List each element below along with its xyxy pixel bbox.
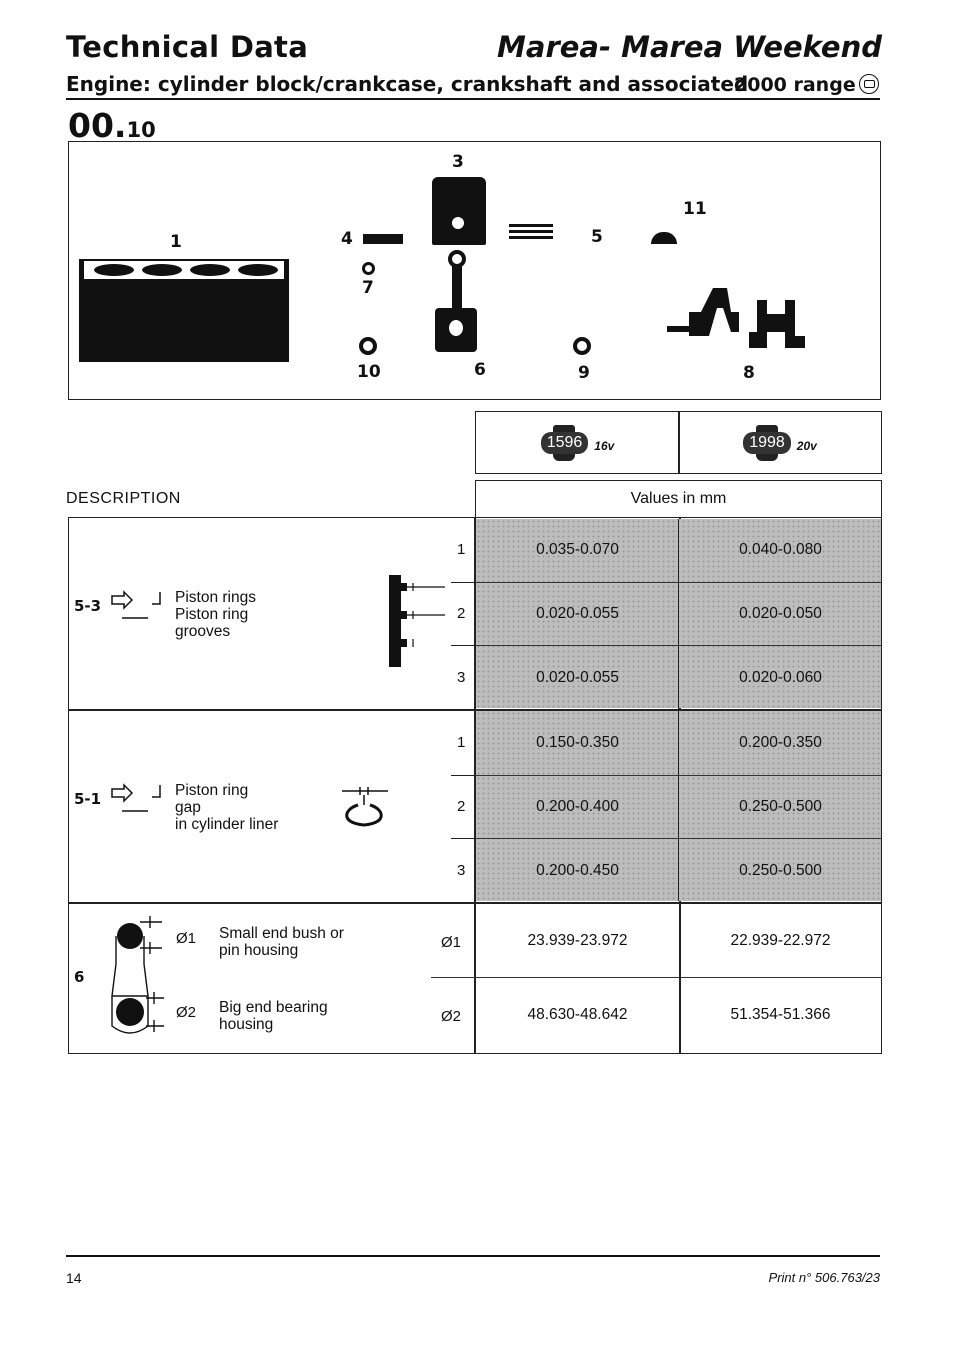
small-end-bush-icon	[362, 262, 375, 275]
ring-gap-icon	[340, 785, 390, 830]
label-5: 5	[591, 227, 603, 247]
valve-label: 16v	[594, 438, 615, 453]
value-cell: 0.020-0.055	[536, 605, 619, 622]
ring-groove-icon	[389, 575, 429, 667]
value-cell: 0.200-0.350	[739, 734, 822, 751]
description-header: DESCRIPTION	[66, 490, 181, 507]
value-cell: 0.020-0.060	[739, 669, 822, 686]
page-number: 14	[66, 1270, 82, 1286]
header-rule	[66, 98, 880, 100]
group-description: Big end bearing housing	[219, 999, 328, 1033]
engine-1596-header	[475, 411, 680, 474]
group-description: Small end bush or pin housing	[219, 925, 344, 959]
value-cell: 51.354-51.366	[730, 1006, 831, 1023]
row-line	[476, 645, 881, 646]
measure-arrow-icon	[108, 588, 134, 618]
value-cell: 48.630-48.642	[527, 1006, 628, 1023]
bearing-half-icon	[651, 232, 677, 244]
group-description: Piston rings Piston ring grooves	[175, 589, 256, 640]
row-number: 2	[457, 605, 466, 622]
row-number: 2	[457, 798, 466, 815]
value-cell: 23.939-23.972	[527, 932, 628, 949]
label-4: 4	[341, 229, 353, 249]
row-number: 1	[457, 734, 466, 751]
value-cell: 0.250-0.500	[739, 862, 822, 879]
row-tick	[451, 775, 475, 776]
row-number: Ø2	[441, 1008, 462, 1025]
print-number: Print n° 506.763/23	[768, 1270, 880, 1285]
label-8: 8	[743, 363, 755, 383]
piston-pin-icon	[363, 234, 403, 244]
ring-line	[509, 236, 553, 239]
section-code: 00.10	[68, 106, 156, 145]
row-line	[476, 838, 881, 839]
row-line	[476, 775, 881, 776]
engine-icon: 1998	[743, 432, 791, 454]
label-7: 7	[362, 278, 374, 298]
conrod-shank	[452, 266, 462, 310]
range-label: 2000 range	[734, 74, 856, 96]
connecting-rod-diagram-icon	[106, 914, 186, 1046]
label-1: 1	[170, 232, 182, 252]
row-tick	[451, 582, 475, 583]
main-bearing-icon	[573, 337, 591, 355]
measure-arrow-icon	[108, 781, 168, 817]
conrod-big-end	[435, 308, 477, 352]
value-cell: 0.020-0.050	[739, 605, 822, 622]
label-11: 11	[683, 199, 707, 219]
row-number: 3	[457, 862, 466, 879]
col-line	[476, 519, 679, 901]
row-tick	[451, 645, 475, 646]
value-cell: 22.939-22.972	[730, 932, 831, 949]
label-10: 10	[357, 362, 381, 382]
row-number: Ø1	[441, 934, 462, 951]
engine-1998-header	[678, 411, 882, 474]
piston-icon	[432, 177, 486, 245]
value-cell: 0.200-0.400	[536, 798, 619, 815]
value-cell: 0.035-0.070	[536, 541, 619, 558]
bearing-shell-icon	[359, 337, 377, 355]
value-cell: 0.250-0.500	[739, 798, 822, 815]
section-subtitle: Engine: cylinder block/crankcase, crankshaft and associated	[66, 72, 749, 96]
group-id: 5-3	[74, 597, 102, 615]
ring-line	[509, 230, 553, 233]
group-id: 5-1	[74, 790, 102, 808]
page-title: Technical Data	[66, 30, 309, 64]
value-cell: 0.040-0.080	[739, 541, 822, 558]
footer-rule	[66, 1255, 880, 1257]
cylinder-bores	[82, 259, 286, 281]
value-cell: 0.020-0.055	[536, 669, 619, 686]
row-number: 1	[457, 541, 466, 558]
group-divider	[68, 902, 882, 904]
label-9: 9	[578, 363, 590, 383]
valve-label: 20v	[796, 438, 817, 453]
row-tick	[451, 838, 475, 839]
engine-icon: 1596	[541, 432, 589, 454]
value-cell: 0.200-0.450	[536, 862, 619, 879]
symbol-label: Ø1	[176, 930, 197, 947]
label-3: 3	[452, 152, 464, 172]
crankshaft-icon	[665, 282, 815, 362]
model-name: Marea- Marea Weekend	[497, 30, 882, 64]
row-line	[476, 582, 881, 583]
components-diagram	[68, 141, 881, 400]
engine-circle-icon	[859, 74, 879, 94]
row-number: 3	[457, 669, 466, 686]
group-description: Piston ring gap in cylinder liner	[175, 782, 279, 833]
row-line	[431, 977, 882, 978]
group-id: 6	[74, 968, 85, 986]
label-6: 6	[474, 360, 486, 380]
piston-rings-icon	[509, 224, 553, 227]
symbol-label: Ø2	[176, 1004, 197, 1021]
values-header: Values in mm	[475, 480, 882, 518]
value-cell: 0.150-0.350	[536, 734, 619, 751]
